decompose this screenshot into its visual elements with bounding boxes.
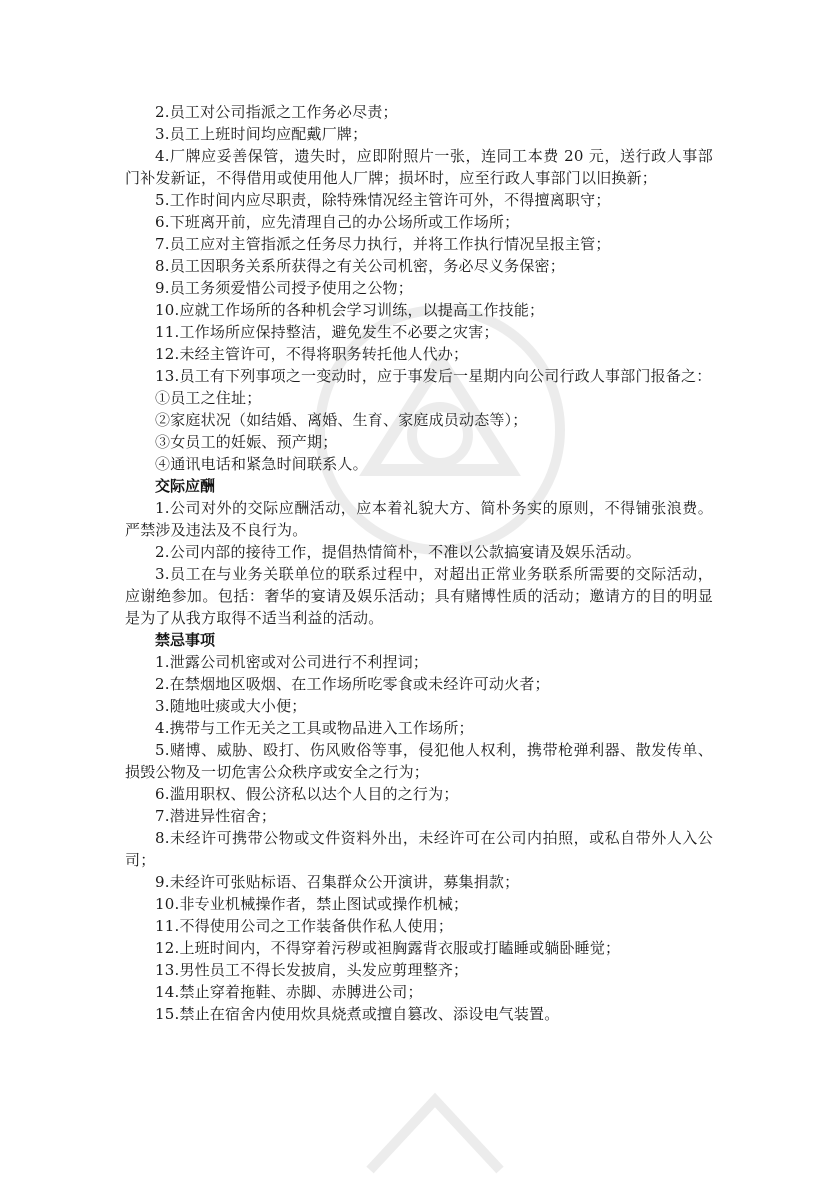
list-item: 13.员工有下列事项之一变动时，应于事发后一星期内向公司行政人事部门报备之： bbox=[155, 367, 712, 385]
list-item: 10.应就工作场所的各种机会学习训练，以提高工作技能； bbox=[155, 301, 545, 319]
list-item: 9.未经许可张贴标语、召集群众公开演讲，募集捐款； bbox=[155, 873, 520, 891]
list-item: 4.携带与工作无关之工具或物品进入工作场所； bbox=[155, 719, 474, 737]
list-item: 11.不得使用公司之工作装备供作私人使用； bbox=[155, 917, 454, 935]
sub-list-item: ③女员工的妊娠、预产期； bbox=[155, 433, 338, 451]
list-item: 3.随地吐痰或大小便； bbox=[155, 697, 307, 715]
list-item: 1.泄露公司机密或对公司进行不利捏词； bbox=[155, 653, 429, 671]
list-item: 3.员工在与业务关联单位的联系过程中，对超出正常业务联系所需要的交际活动，应谢绝参加。包括：奢华的宴请及娱乐活动；具有赌博性质的活动；邀请方的目的明显是为了从我方取得不适当利益的活动。 bbox=[125, 565, 713, 627]
list-item: 9.员工务须爱惜公司授予使用之公物； bbox=[155, 279, 413, 297]
section-heading-social: 交际应酬 bbox=[155, 477, 216, 495]
list-item: 1.公司对外的交际应酬活动，应本着礼貌大方、简朴务实的原则，不得铺张浪费。严禁涉及违法及不良行为。 bbox=[125, 499, 713, 539]
watermark-fragment bbox=[360, 1090, 510, 1180]
social-rules-list bbox=[125, 497, 713, 629]
list-item: 12.上班时间内，不得穿着污秽或袒胸露背衣服或打瞌睡或躺卧睡觉； bbox=[155, 939, 621, 957]
list-item: 2.在禁烟地区吸烟、在工作场所吃零食或未经许可动火者； bbox=[155, 675, 550, 693]
section-heading-prohibited: 禁忌事项 bbox=[155, 631, 216, 649]
list-item: 6.下班离开前，应先清理自己的办公场所或工作场所； bbox=[155, 213, 520, 231]
prohibited-list bbox=[125, 651, 713, 1025]
list-item: 8.未经许可携带公物或文件资料外出，未经许可在公司内拍照，或私自带外人入公司； bbox=[125, 829, 713, 869]
conduct-rules-list bbox=[125, 101, 713, 475]
document-body bbox=[125, 101, 713, 1025]
list-item: 6.滥用职权、假公济私以达个人目的之行为； bbox=[155, 785, 459, 803]
list-item: 5.赌博、威胁、殴打、伤风败俗等事，侵犯他人权利，携带枪弹利器、散发传单、损毁公物及一切危害公众秩序或安全之行为； bbox=[125, 741, 713, 781]
list-item: 13.男性员工不得长发披肩，头发应剪理整齐； bbox=[155, 961, 469, 979]
list-item: 10.非专业机械操作者，禁止图试或操作机械； bbox=[155, 895, 469, 913]
list-item: 7.潜进异性宿舍； bbox=[155, 807, 277, 825]
list-item: 7.员工应对主管指派之任务尽力执行，并将工作执行情况呈报主管； bbox=[155, 235, 611, 253]
sub-list-item: ①员工之住址； bbox=[155, 389, 262, 407]
list-item: 2.公司内部的接待工作，提倡热情简朴，不准以公款搞宴请及娱乐活动。 bbox=[155, 543, 641, 561]
list-item: 11.工作场所应保持整洁，避免发生不必要之灾害； bbox=[155, 323, 499, 341]
list-item: 4.厂牌应妥善保管，遗失时，应即附照片一张，连同工本费 20 元，送行政人事部门补发新证，不得借用或使用他人厂牌；损坏时，应至行政人事部门以旧换新； bbox=[125, 147, 713, 187]
list-item: 5.工作时间内应尽职责，除特殊情况经主管许可外，不得擅离职守； bbox=[155, 191, 611, 209]
sub-list-item: ②家庭状况（如结婚、离婚、生育、家庭成员动态等）； bbox=[155, 411, 528, 429]
list-item: 12.未经主管许可，不得将职务转托他人代办； bbox=[155, 345, 469, 363]
list-item: 15.禁止在宿舍内使用炊具烧煮或擅自篡改、添设电气装置。 bbox=[155, 1005, 560, 1023]
list-item: 2.员工对公司指派之工作务必尽责； bbox=[155, 103, 398, 121]
sub-list-item: ④通讯电话和紧急时间联系人。 bbox=[155, 455, 368, 473]
list-item: 8.员工因职务关系所获得之有关公司机密，务必尽义务保密； bbox=[155, 257, 565, 275]
list-item: 3.员工上班时间均应配戴厂牌； bbox=[155, 125, 368, 143]
list-item: 14.禁止穿着拖鞋、赤脚、赤膊进公司； bbox=[155, 983, 423, 1001]
